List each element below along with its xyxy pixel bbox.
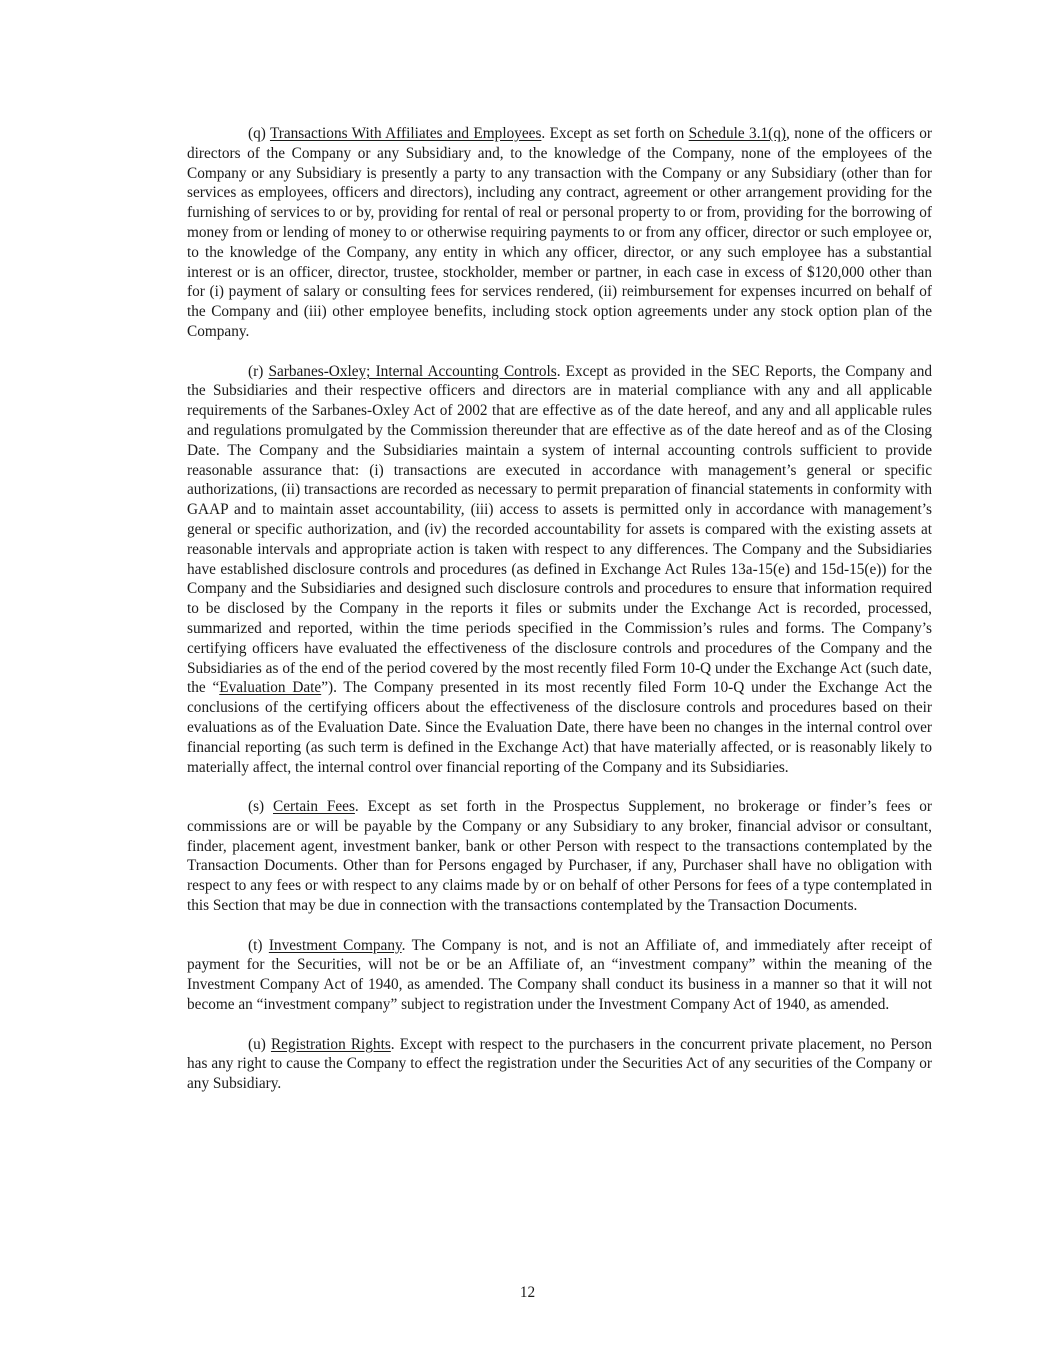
document-body (187, 124, 932, 1114)
defined-term: Evaluation Date (219, 679, 322, 697)
section-heading: Registration Rights (270, 1035, 391, 1053)
section-label: (u) (248, 1035, 266, 1053)
section-text: . Except with respect to the purchasers in the concurrent private placement, no Person has any right to cause the Company to effect the registration under the Securities Act of any securities of the Company or any Subsidiary. (187, 1035, 932, 1093)
section-u (187, 1035, 932, 1094)
section-text: ”). The Company presented in its most recently filed Form 10-Q under the Exchange Act the conclusions of the certifying officers about the effectiveness of the disclosure controls and procedures based on their evaluations as of the Evaluation Date. Since the Evaluation Date, there have been no changes in the internal control over financial reporting (as such term is defined in the Exchange Act) that have materially affected, or is reasonably likely to materially affect, the internal control over financial reporting of the Company and its Subsidiaries. (187, 679, 932, 776)
section-heading: Transactions With Affiliates and Employees (269, 125, 542, 142)
section-heading: Investment Company (268, 936, 402, 954)
section-q (187, 124, 932, 342)
section-label: (t) (248, 936, 263, 954)
section-text: . Except as provided in the SEC Reports, the Company and the Subsidiaries and their respective officers and directors are in material compliance with any and all applicable requirements of the Sarbanes-Oxley Act of 2002 that are effective as of the date hereof, and any and all applicable rules and regulations promulgated by the Commission thereunder that are effective as of the date hereof and as of the Closing Date. The Company and the Subsidiaries maintain a system of internal accounting controls sufficient to provide reasonable assurance that: (i) transactions are executed in accordance with management’s general or specific authorizations, (ii) transactions are recorded as necessary to permit preparation of financial statements in conformity with GAAP and to maintain asset accountability, (iii) access to assets is permitted only in accordance with management’s general or specific authorization, and (iv) the recorded accountability for assets is compared with the existing assets at reasonable intervals and appropriate action is taken with respect to any differences. The Company and the Subsidiaries have established disclosure controls and procedures (as defined in Exchange Act Rules 13a-15(e) and 15d-15(e)) for the Company and the Subsidiaries and designed such disclosure controls and procedures to ensure that information required to be disclosed by the Company in the reports it files or submits under the Exchange Act is recorded, processed, summarized and reported, within the time periods specified in the Commission’s rules and forms. The Company’s certifying officers have evaluated the effectiveness of the disclosure controls and procedures of the Company and the Subsidiaries as of the end of the period covered by the most recently filed Form 10-Q under the Exchange Act (such date, the “ (187, 362, 933, 697)
section-label: (r) (248, 362, 264, 380)
section-s (187, 797, 932, 916)
section-heading: Sarbanes-Oxley; Internal Accounting Controls (268, 362, 557, 380)
section-label: (s) (248, 798, 265, 816)
section-text: , none of the officers or directors of the Company or any Subsidiary and, to the knowledge of the Company, none of the employees of the Company or any Subsidiary is presently a party to any transaction with the Company or any Subsidiary (other than for services as employees, officers and directors), including any contract, agreement or other arrangement providing for the furnishing of services to or by, providing for rental of real or personal property to or from, providing for the borrowing of money from or lending of money to or otherwise requiring payments to or from any officer, director or such employee or, to the knowledge of the Company, any entity in which any officer, director, or any such employee has a substantial interest or is an officer, director, trustee, stockholder, member or partner, in each case in excess of $120,000 other than for (i) payment of salary or consulting fees for services rendered, (ii) reimbursement for expenses incurred on behalf of the Company and (iii) other employee benefits, including stock option agreements under any stock option plan of the Company. (187, 125, 932, 340)
section-r (187, 362, 932, 778)
section-text: . Except as set forth in the Prospectus Supplement, no brokerage or finder’s fees or commissions are or will be payable by the Company or any Subsidiary to any broker, financial advisor or consultant, finder, placement agent, investment banker, bank or other Person with respect to the transactions contemplated by the Transaction Documents. Other than for Persons engaged by Purchaser, if any, Purchaser shall have no obligation with respect to any fees or with respect to any claims made by or on behalf of other Persons for fees of a type contemplated in this Section that may be due in connection with the transactions contemplated by the Transaction Documents. (187, 798, 932, 915)
section-t (187, 936, 932, 1015)
section-text: . The Company is not, and is not an Affiliate of, and immediately after receipt of payment for the Securities, will not be or be an Affiliate of, an “investment company” within the meaning of the Investment Company Act of 1940, as amended. The Company shall conduct its business in a manner so that it will not become an “investment company” subject to registration under the Investment Company Act of 1940, as amended. (187, 936, 932, 1014)
page-number: 12 (519, 1284, 536, 1301)
section-heading: Certain Fees (273, 798, 355, 816)
schedule-reference: Schedule 3.1(q) (688, 125, 787, 142)
section-label: (q) (248, 125, 266, 142)
section-text: . Except as set forth on (541, 125, 689, 142)
